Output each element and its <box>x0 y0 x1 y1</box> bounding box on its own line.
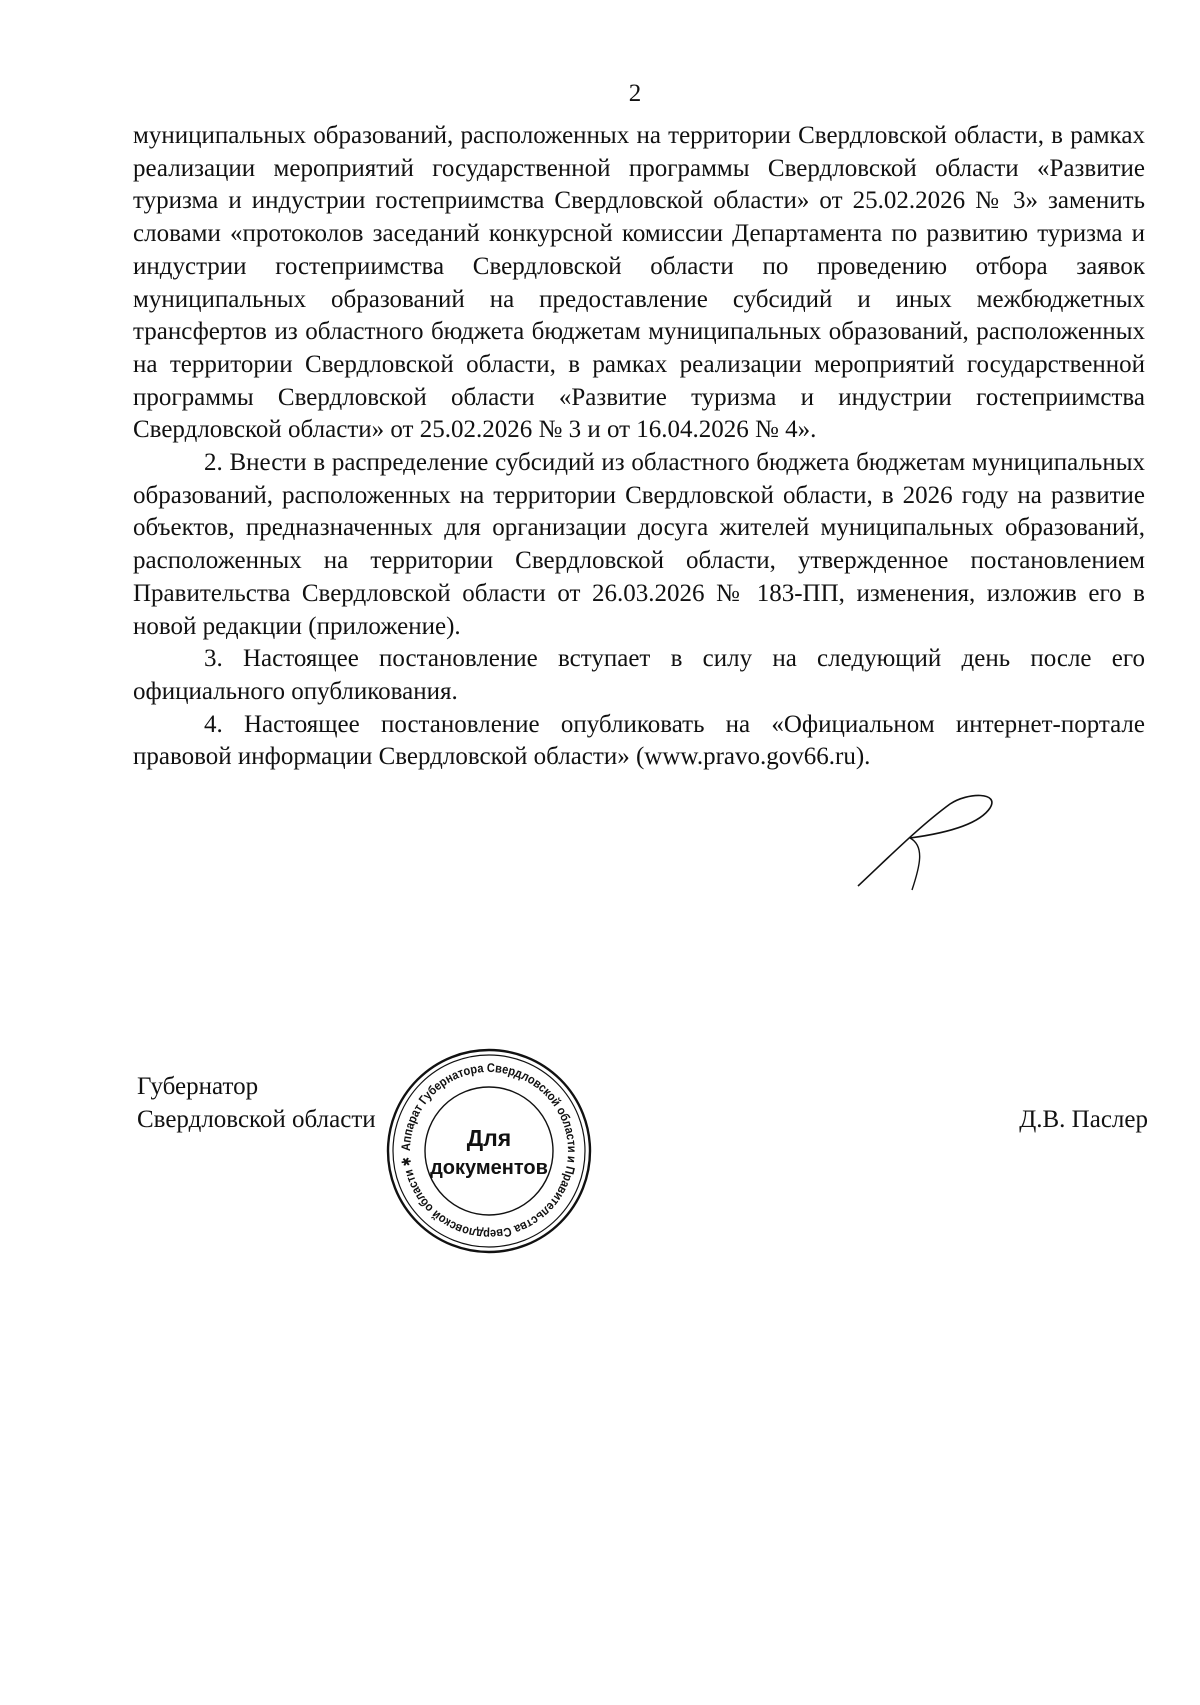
signatory-name: Д.В. Паслер <box>1019 1106 1148 1133</box>
signature-position-line-1: Губернатор <box>137 1073 259 1100</box>
seal-outer-ring <box>388 1050 590 1252</box>
paragraph-item-4: 4. Настоящее постановление опубликовать на «Официальном интернет-портале правовой информации Свердловской области» (www.pravo.gov66.ru). <box>133 710 1145 771</box>
paragraph-continuation: муниципальных образований, расположенных на территории Свердловской области, в рамках реализации мероприятий государственной программы Свердловской области «Развитие туризма и индустрии гостеприимства Свердловской области» от 25.02.2026 № 3» заменить словами «протоколов заседаний конкурсной комиссии Департамента по развитию туризма и индустрии гостеприимства Свердловской области по проведению отбора заявок муниципальных образований на предоставление субсидий и иных межбюджетных трансфертов из областного бюджета бюджетам муниципальных образований, расположенных на территории Свердловской области, в рамках реализации мероприятий государственной программы Свердловской области «Развитие туризма и индустрии гостеприимства Свердловской области» от 25.02.2026 № 3 и от 16.04.2026 № 4». <box>133 122 1145 444</box>
official-seal <box>384 1046 594 1256</box>
document-body <box>133 120 1145 774</box>
seal-center-line-1: Для <box>466 1125 512 1151</box>
seal-middle-ring <box>393 1055 585 1247</box>
page-number: 2 <box>628 80 642 107</box>
signature-position <box>137 1070 376 1136</box>
paragraph-item-2: 2. Внести в распределение субсидий из областного бюджета бюджетам муниципальных образований, расположенных на территории Свердловской области, в 2026 году на развитие объектов, предназначенных для организации досуга жителей муниципальных образований, расположенных на территории Свердловской области, утвержденное постановлением Правительства Свердловской области от 26.03.2026 № 183-ПП, изменения, изложив его в новой редакции (приложение). <box>133 449 1145 640</box>
seal-inner-ring <box>425 1087 553 1215</box>
signature-position-line-2: Свердловской области <box>137 1106 376 1133</box>
paragraph-item-3: 3. Настоящее постановление вступает в силу на следующий день после его официального опубликования. <box>133 645 1145 705</box>
seal-center-line-2: документов <box>430 1157 548 1179</box>
handwritten-signature <box>850 786 1010 896</box>
seal-ring-text: Аппарат Губернатора Свердловской области и Правительства Свердловской области ✱ <box>398 1060 580 1242</box>
